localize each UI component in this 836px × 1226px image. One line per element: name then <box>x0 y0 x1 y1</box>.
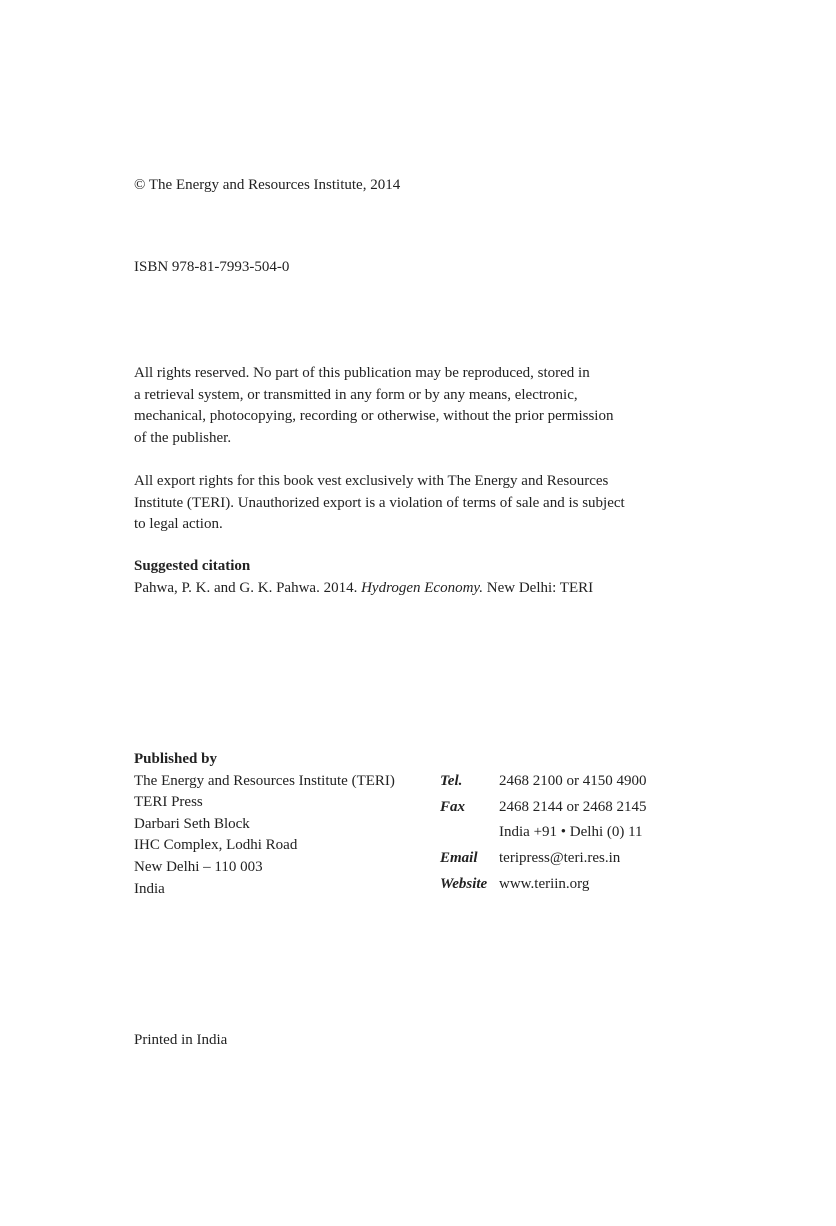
publisher-heading: Published by <box>134 751 217 767</box>
tel-value: 2468 2100 or 4150 4900 <box>499 772 647 789</box>
address-line: IHC Complex, Lodhi Road <box>134 837 298 854</box>
citation-text <box>134 578 593 600</box>
text-line: All export rights for this book vest exclusively with The Energy and Resources <box>134 473 609 489</box>
dial-code-label <box>440 822 499 848</box>
export-rights-paragraph <box>134 471 625 536</box>
publisher-contacts <box>440 771 647 901</box>
text-line: a retrieval system, or transmitted in any form or by any means, electronic, <box>134 386 578 403</box>
website-label: Website <box>440 876 488 893</box>
address-line: Darbari Seth Block <box>134 815 250 832</box>
citation-prefix: Pahwa, P. K. and G. K. Pahwa. 2014. <box>134 579 362 596</box>
email-value: teripress@teri.res.in <box>499 850 621 867</box>
dial-code-value: India +91 • Delhi (0) 11 <box>499 824 643 841</box>
publisher-address <box>134 771 440 901</box>
suggested-citation <box>134 556 593 599</box>
address-line: New Delhi – 110 003 <box>134 858 263 875</box>
publisher-block <box>134 749 647 900</box>
printed-in: Printed in India <box>134 1032 228 1048</box>
address-line: TERI Press <box>134 794 203 811</box>
citation-heading: Suggested citation <box>134 558 251 574</box>
copyright-notice: © The Energy and Resources Institute, 2014 <box>134 177 401 193</box>
citation-suffix: New Delhi: TERI <box>483 579 594 596</box>
citation-title: Hydrogen Economy. <box>361 579 483 596</box>
address-line: The Energy and Resources Institute (TERI) <box>134 772 395 789</box>
isbn: ISBN 978-81-7993-504-0 <box>134 259 290 275</box>
text-line: mechanical, photocopying, recording or otherwise, without the prior permission <box>134 408 614 425</box>
fax-label: Fax <box>440 798 466 815</box>
text-line: to legal action. <box>134 516 223 533</box>
email-label: Email <box>440 850 478 867</box>
text-line: of the publisher. <box>134 429 232 446</box>
website-value: www.teriin.org <box>499 876 590 893</box>
fax-value: 2468 2144 or 2468 2145 <box>499 798 647 815</box>
text-line: Institute (TERI). Unauthorized export is a violation of terms of sale and is subject <box>134 494 625 511</box>
address-line: India <box>134 880 165 897</box>
rights-paragraph <box>134 363 613 449</box>
tel-label: Tel. <box>440 772 463 789</box>
text-line: All rights reserved. No part of this publication may be reproduced, stored in <box>134 365 590 381</box>
